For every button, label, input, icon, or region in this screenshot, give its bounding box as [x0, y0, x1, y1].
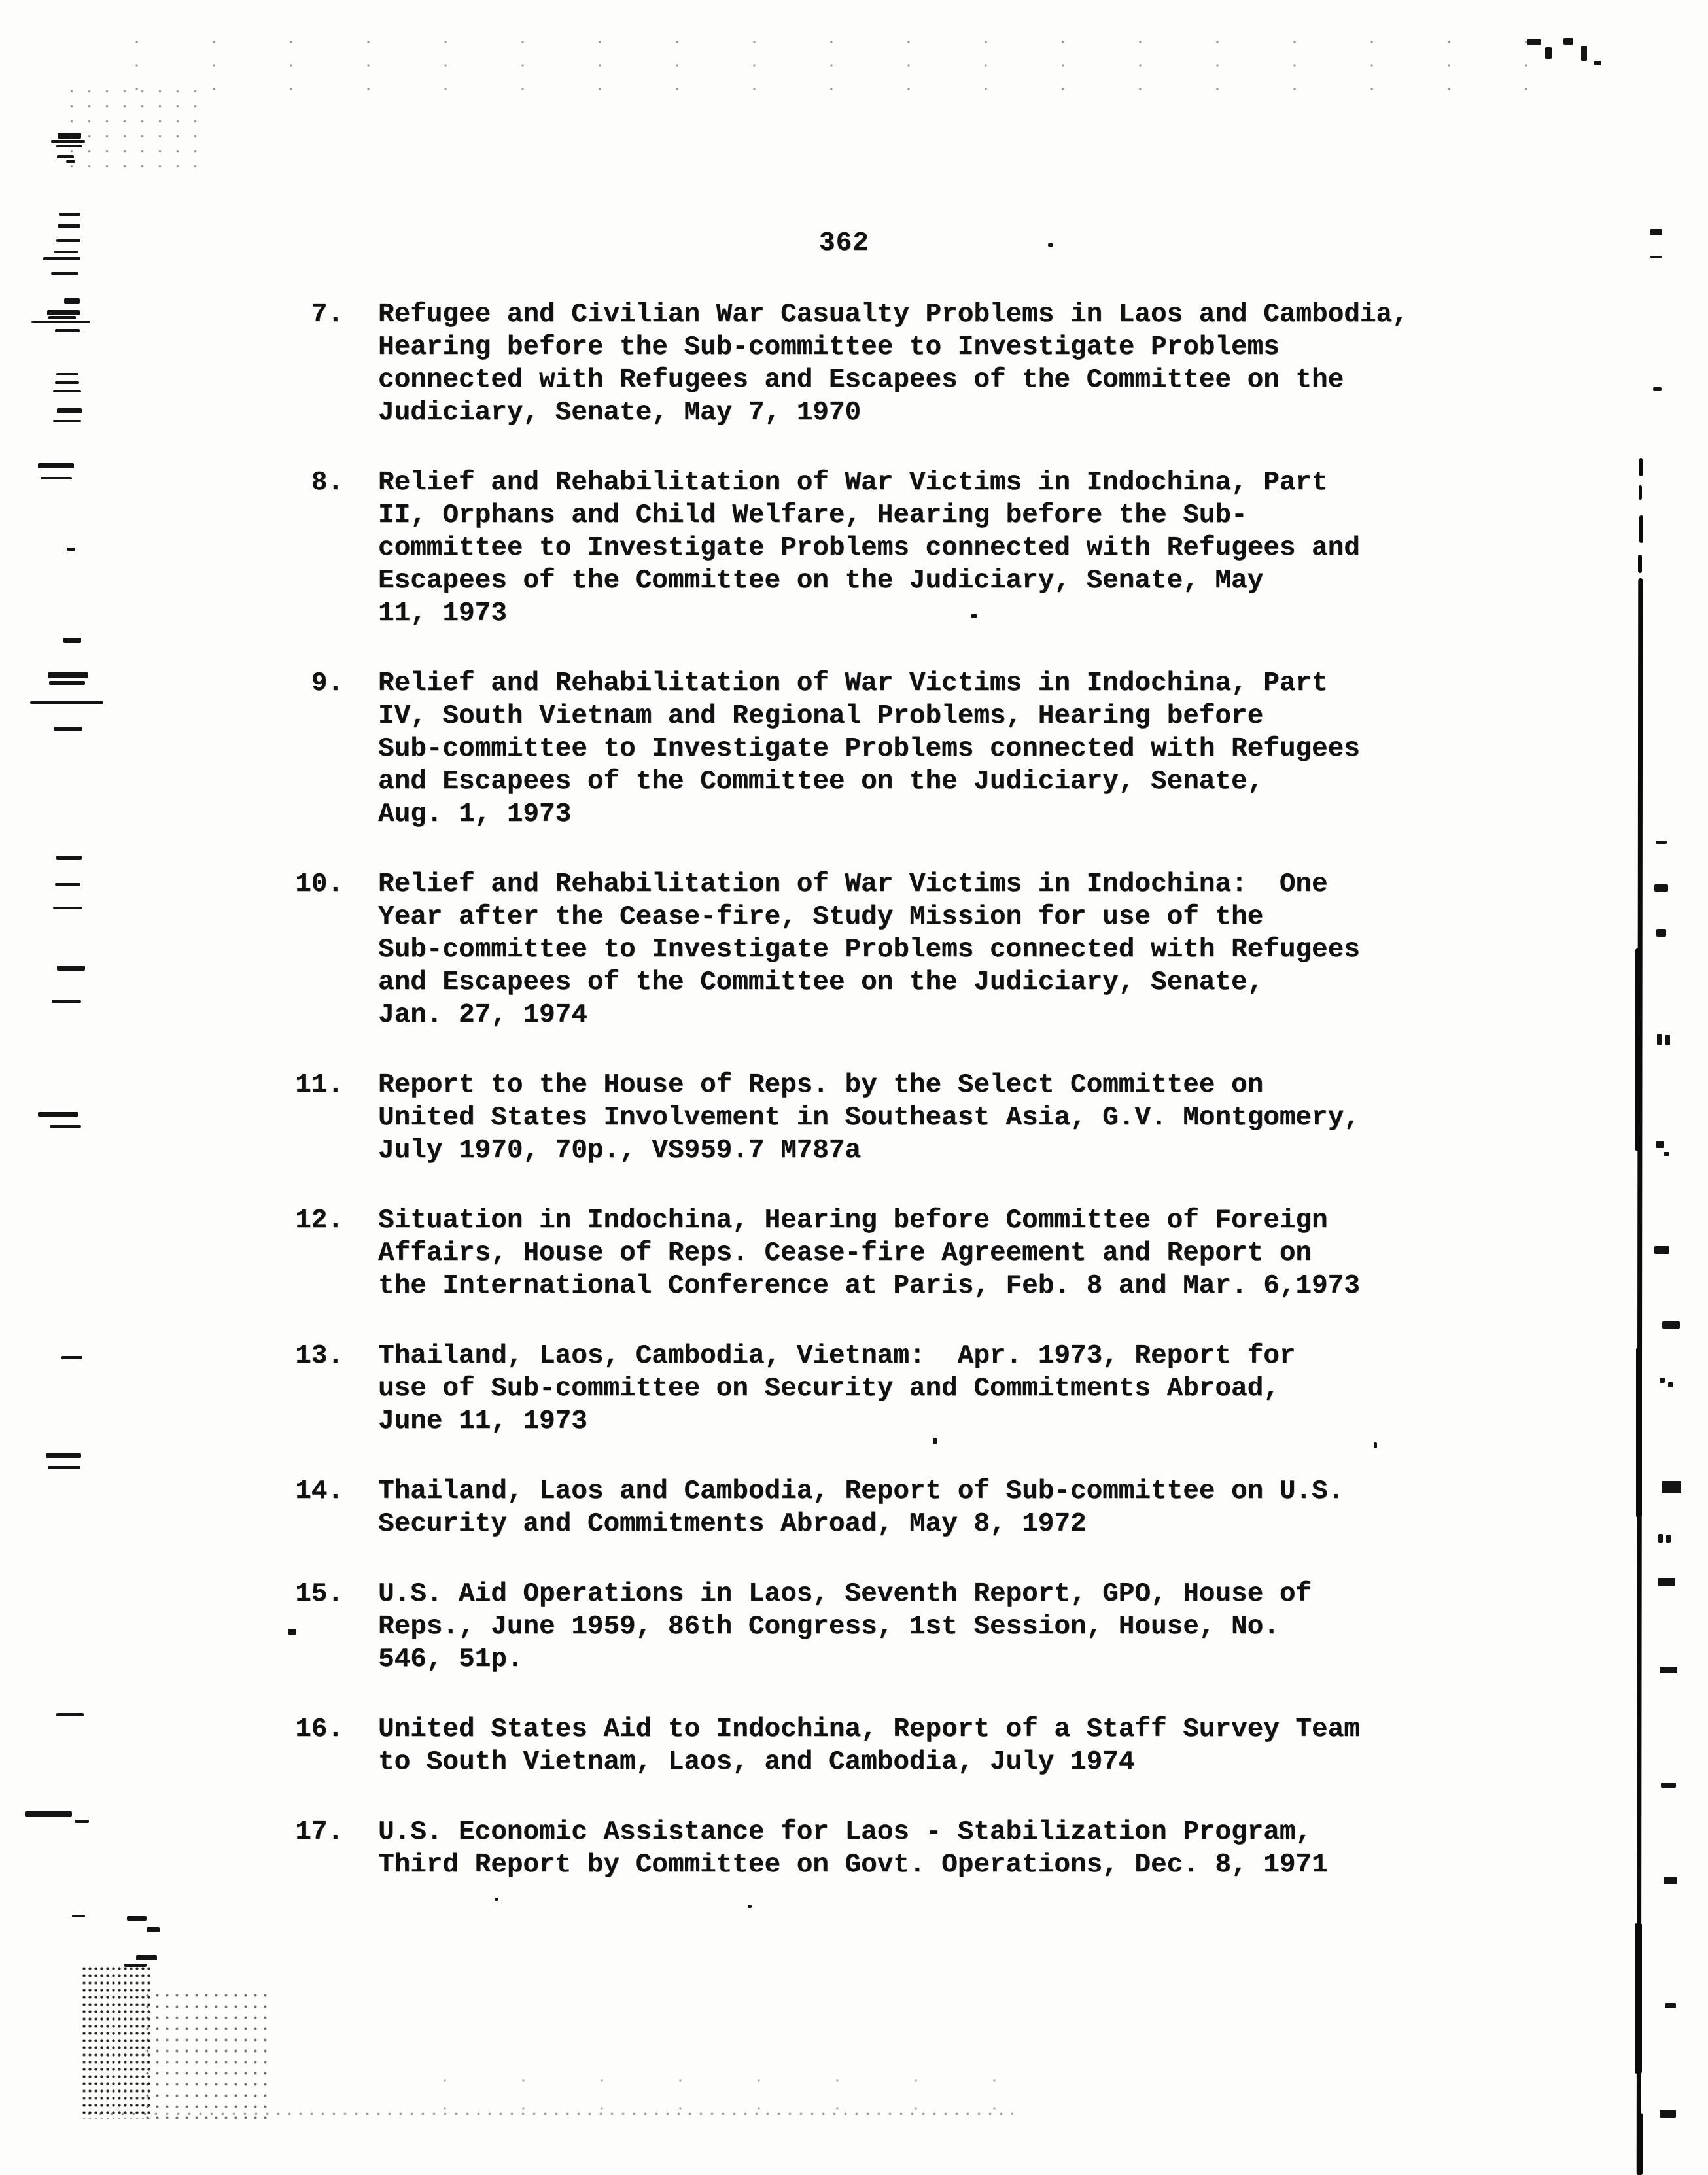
right-margin-ink-mark: [1594, 61, 1601, 65]
item-text-line: July 1970, 70p., VS959.7 M787a: [378, 1136, 862, 1166]
left-margin-ink-mark: [31, 321, 90, 323]
bibliography-item: [281, 466, 1472, 630]
item-number: 16.: [295, 1714, 343, 1745]
item-text-line: United States Involvement in Southeast Asia, G.V. Montgomery,: [378, 1103, 1360, 1133]
right-margin-ink-mark: [1668, 1382, 1673, 1387]
left-margin-ink-mark: [124, 1964, 147, 1967]
bottom-speckle-row: [84, 2110, 1013, 2118]
left-margin-ink-mark: [57, 966, 85, 971]
bibliography-item: [281, 1713, 1472, 1779]
left-margin-ink-mark: [53, 390, 81, 392]
right-margin-ink-mark: [1656, 1141, 1664, 1148]
item-text: [378, 298, 1408, 429]
item-text-line: June 11, 1973: [378, 1406, 587, 1436]
item-text: [378, 1069, 1360, 1167]
left-margin-ink-mark: [127, 1916, 147, 1921]
left-margin-ink-mark: [54, 251, 78, 253]
right-margin-ink-mark: [1654, 1246, 1669, 1254]
right-margin-ink-mark: [1660, 2110, 1676, 2118]
top-left-speckle-cluster: [63, 84, 200, 173]
item-text-line: IV, South Vietnam and Regional Problems, Hearing before: [378, 701, 1264, 731]
item-text-line: Hearing before the Sub-committee to Investigate Problems: [378, 332, 1280, 362]
item-text-line: 546, 51p.: [378, 1644, 523, 1675]
left-margin-ink-mark: [38, 463, 74, 468]
left-margin-ink-mark: [66, 160, 75, 163]
left-margin-ink-mark: [64, 298, 80, 304]
right-margin-ink-mark: [1545, 47, 1552, 59]
right-margin-ink-mark: [1527, 39, 1541, 45]
item-text: [378, 1578, 1312, 1676]
item-text: [378, 667, 1360, 831]
item-text-line: Reps., June 1959, 86th Congress, 1st Session, House, No.: [378, 1612, 1280, 1642]
item-text-line: Third Report by Committee on Govt. Operations, Dec. 8, 1971: [378, 1850, 1328, 1880]
left-margin-ink-mark: [57, 155, 74, 158]
bottom-speckle-sparse: [406, 2067, 1060, 2119]
left-margin-ink-mark: [61, 1356, 82, 1359]
right-margin-ink-mark: [1653, 387, 1662, 391]
item-number: 10.: [295, 869, 343, 899]
left-margin-ink-mark: [25, 1811, 72, 1817]
right-edge-scan-line: [1639, 458, 1643, 476]
item-text-line: Thailand, Laos, Cambodia, Vietnam: Apr. 1973, Report for: [378, 1341, 1296, 1371]
left-margin-ink-mark: [55, 381, 79, 384]
item-text-line: Situation in Indochina, Hearing before Committee of Foreign: [378, 1206, 1328, 1236]
bottom-left-speckle-dense: [81, 1965, 152, 2119]
right-margin-ink-mark: [1656, 841, 1667, 844]
left-margin-ink-mark: [58, 224, 80, 228]
left-margin-ink-mark: [46, 1453, 81, 1458]
left-margin-ink-mark: [43, 257, 80, 260]
right-edge-scan-line: [1637, 578, 1643, 2175]
bibliography-item: [281, 1816, 1472, 1881]
item-text-line: Security and Commitments Abroad, May 8, 1972: [378, 1509, 1087, 1539]
item-text-line: United States Aid to Indochina, Report of a Staff Survey Team: [378, 1714, 1360, 1745]
item-text-line: Sub-committee to Investigate Problems connected with Refugees: [378, 935, 1360, 965]
left-margin-ink-mark: [48, 316, 76, 319]
item-number: 15.: [295, 1579, 343, 1609]
item-text-line: and Escapees of the Committee on the Judiciary, Senate,: [378, 767, 1264, 797]
item-text-line: U.S. Economic Assistance for Laos - Stabilization Program,: [378, 1817, 1312, 1847]
item-number: 7.: [311, 300, 343, 330]
bibliography-item: [281, 868, 1472, 1032]
left-margin-ink-mark: [52, 1000, 81, 1003]
left-margin-ink-mark: [72, 1915, 85, 1917]
right-margin-ink-mark: [1664, 1152, 1669, 1156]
left-margin-ink-mark: [55, 329, 80, 332]
item-text: [378, 1475, 1344, 1540]
left-margin-ink-mark: [136, 1955, 157, 1960]
stray-ink-dot: [1048, 243, 1053, 247]
item-text-line: Year after the Cease-fire, Study Mission for use of the: [378, 902, 1264, 932]
left-margin-ink-mark: [63, 638, 81, 643]
bibliography-item: [281, 1340, 1472, 1438]
left-margin-ink-mark: [75, 1820, 89, 1823]
right-margin-ink-mark: [1581, 46, 1587, 61]
bibliography-item: [281, 1069, 1472, 1167]
item-number: 13.: [295, 1341, 343, 1371]
left-margin-ink-mark: [54, 727, 82, 731]
item-text-line: Relief and Rehabilitation of War Victims in Indochina: One: [378, 869, 1328, 899]
left-margin-ink-mark: [53, 420, 81, 422]
left-margin-ink-mark: [67, 548, 75, 551]
right-edge-scan-line: [1639, 485, 1642, 500]
right-margin-ink-mark: [1654, 884, 1668, 892]
item-text-line: connected with Refugees and Escapees of the Committee on the: [378, 365, 1344, 395]
item-number: 9.: [311, 669, 343, 699]
item-text: [378, 1713, 1360, 1779]
left-margin-ink-mark: [30, 701, 103, 704]
item-text: [378, 868, 1360, 1032]
item-text-line: use of Sub-committee on Security and Commitments Abroad,: [378, 1374, 1280, 1404]
right-margin-ink-mark: [1666, 1535, 1671, 1543]
bibliography-item: [281, 1204, 1472, 1302]
right-edge-scan-line: [1635, 1923, 1642, 2074]
item-number: 8.: [311, 468, 343, 498]
item-text-line: U.S. Aid Operations in Laos, Seventh Report, GPO, House of: [378, 1579, 1312, 1609]
right-margin-ink-mark: [1660, 1378, 1665, 1383]
item-text-line: the International Conference at Paris, Feb. 8 and Mar. 6,1973: [378, 1271, 1360, 1301]
left-margin-ink-mark: [51, 272, 78, 275]
right-margin-ink-mark: [1658, 1578, 1675, 1586]
right-edge-scan-line: [1638, 555, 1642, 573]
item-text-line: and Escapees of the Committee on the Judiciary, Senate,: [378, 967, 1264, 998]
right-margin-ink-mark: [1661, 1783, 1676, 1788]
right-margin-ink-mark: [1662, 1321, 1680, 1329]
left-margin-ink-mark: [56, 239, 80, 242]
left-margin-ink-mark: [56, 1713, 84, 1716]
bottom-left-speckle-light: [143, 1990, 273, 2119]
left-margin-ink-mark: [58, 133, 81, 139]
item-number: 17.: [295, 1817, 343, 1847]
item-text: [378, 466, 1360, 630]
right-edge-scan-line: [1637, 2113, 1643, 2175]
item-text-line: Escapees of the Committee on the Judiciary, Senate, May: [378, 566, 1264, 596]
right-margin-ink-mark: [1662, 1481, 1681, 1493]
bibliography-item: [281, 298, 1472, 429]
right-margin-ink-mark: [1665, 1035, 1670, 1045]
item-number: 11.: [295, 1070, 343, 1100]
right-margin-ink-mark: [1650, 229, 1662, 235]
item-text-line: Judiciary, Senate, May 7, 1970: [378, 398, 862, 428]
left-margin-ink-mark: [56, 145, 82, 147]
item-text-line: Affairs, House of Reps. Cease-fire Agreement and Report on: [378, 1238, 1312, 1268]
left-margin-ink-mark: [41, 477, 72, 479]
page-number: 362: [819, 228, 869, 258]
item-text-line: Refugee and Civilian War Casualty Problems in Laos and Cambodia,: [378, 300, 1408, 330]
left-margin-ink-mark: [49, 681, 85, 685]
bibliography-item: [281, 1578, 1472, 1676]
right-edge-scan-line: [1639, 515, 1643, 543]
item-text-line: Jan. 27, 1974: [378, 1000, 587, 1030]
bibliography-item: [281, 1475, 1472, 1540]
left-margin-ink-mark: [38, 1112, 78, 1117]
item-text-line: Report to the House of Reps. by the Select Committee on: [378, 1070, 1264, 1100]
item-text-line: Aug. 1, 1973: [378, 799, 572, 829]
left-margin-ink-mark: [48, 672, 88, 678]
left-margin-ink-mark: [56, 373, 78, 375]
left-margin-ink-mark: [48, 1466, 80, 1469]
item-text-line: committee to Investigate Problems connected with Refugees and: [378, 533, 1360, 563]
right-margin-ink-mark: [1563, 38, 1573, 45]
item-text-line: II, Orphans and Child Welfare, Hearing before the Sub-: [378, 500, 1247, 531]
item-text-line: Sub-committee to Investigate Problems connected with Refugees: [378, 734, 1360, 764]
item-text: [378, 1340, 1295, 1438]
right-margin-ink-mark: [1660, 1667, 1677, 1673]
left-margin-ink-mark: [47, 310, 80, 315]
bibliography-item: [281, 667, 1472, 831]
right-margin-ink-mark: [1664, 1877, 1677, 1884]
item-text-line: Thailand, Laos and Cambodia, Report of Sub-committee on U.S.: [378, 1476, 1344, 1506]
item-text-line: Relief and Rehabilitation of War Victims in Indochina, Part: [378, 669, 1328, 699]
item-text-line: to South Vietnam, Laos, and Cambodia, July 1974: [378, 1747, 1135, 1777]
item-number: 14.: [295, 1476, 343, 1506]
left-margin-ink-mark: [51, 140, 85, 143]
item-text-line: Relief and Rehabilitation of War Victims in Indochina, Part: [378, 468, 1328, 498]
left-margin-ink-mark: [55, 883, 80, 886]
top-edge-speckle-band: [98, 30, 1590, 105]
right-margin-ink-mark: [1665, 2003, 1676, 2008]
left-margin-ink-mark: [53, 907, 82, 909]
item-text: [378, 1204, 1360, 1302]
left-margin-ink-mark: [147, 1927, 160, 1932]
item-text: [378, 1816, 1328, 1881]
right-margin-ink-mark: [1656, 929, 1666, 937]
left-margin-ink-mark: [56, 856, 82, 860]
left-margin-ink-mark: [57, 408, 82, 413]
right-margin-ink-mark: [1650, 256, 1662, 258]
bibliography-list: [281, 298, 1472, 1919]
item-text-line: 11, 1973: [378, 599, 507, 629]
item-number: 12.: [295, 1206, 343, 1236]
right-edge-scan-line: [1635, 948, 1642, 1151]
right-margin-ink-mark: [1658, 1534, 1663, 1543]
right-margin-ink-mark: [1657, 1034, 1662, 1045]
left-margin-ink-mark: [50, 1125, 81, 1128]
right-edge-scan-line: [1636, 1348, 1642, 1518]
left-margin-ink-mark: [59, 213, 80, 216]
